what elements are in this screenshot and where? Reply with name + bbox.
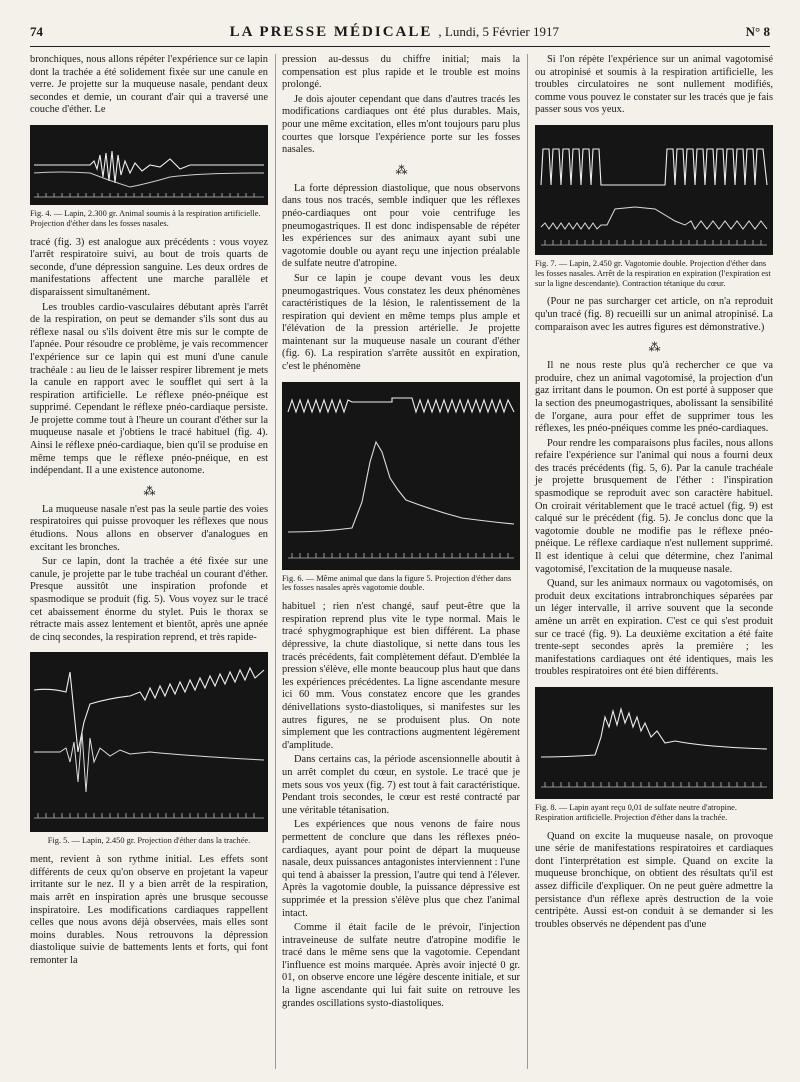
column-3	[535, 54, 773, 933]
figure-4-caption: Fig. 4. — Lapin, 2.300 gr. Animal soumis à la respiration artificielle. Projection d'éther dans les fosses nasales.	[30, 208, 261, 228]
column-2	[282, 54, 520, 1012]
figure-7-caption: Fig. 7. — Lapin, 2.450 gr. Vagotomie double. Projection d'éther dans les fosses nasales. Arrêt de la respiration en expiration (l'expiration est sur la ligne descendante). Contraction tétanique du cœur.	[535, 258, 771, 288]
figure-4	[30, 125, 268, 205]
paragraph: Si l'on répète l'expérience sur un animal vagotomisé ou atropinisé et soumis à la respiration artificielle, les troubles circulatoires ne sont nullement modifiés, comme vous pouvez le constater sur les tracés que je fais passer sous vos yeux.	[535, 54, 773, 116]
journal-name: LA PRESSE MÉDICALE	[229, 24, 433, 40]
figure-8-tracing	[535, 687, 773, 799]
column-divider	[527, 54, 528, 1069]
figure-5-caption: Fig. 5. — Lapin, 2.450 gr. Projection d'éther dans la trachée.	[47, 836, 251, 846]
column-1	[30, 54, 268, 970]
column-divider	[275, 54, 276, 1069]
page-number: 74	[30, 24, 43, 39]
figure-7-tracing	[535, 125, 773, 255]
section-break: ⁂	[395, 162, 407, 177]
paragraph: (Pour ne pas surcharger cet article, on n'a reproduit qu'un tracé (fig. 8) recueilli sur un animal atropinisé. La comparaison avec les autres figures est démonstrative.)	[535, 296, 773, 333]
paragraph: Comme il était facile de le prévoir, l'injection intraveineuse de sulfate neutre d'atropine modifie le tracé dans le même sens que la vagotomie. Cependant l'influence est moins marquée. Après avoir injecté 0 gr. 01, on observe encore une légère descente initiale, et sur la ligne ascendante qui lui fait suite on retrouve les grandes oscillations systo-diastoliques.	[282, 922, 520, 1009]
paragraph: Sur ce lapin, dont la trachée a été fixée sur une canule, je projette par le tube trachéal un courant d'éther. Presque aussitôt une inspiration profonde et spasmodique se produit (fig. 5). Vous voyez sur le tracé cet abaissement énorme du stylet. Puis le thorax se rétracte mais assez lentement et bientôt, après une apnée de cinq secondes, la respiration reprend, et très rapide-	[30, 556, 268, 643]
paragraph: Il ne nous reste plus qu'à rechercher ce que va produire, chez un animal vagotomisé, la projection d'un gaz irritant dans le poumon. On est porté à supposer que la section des pneumogastriques, abolissant la sensibilité de l'organe, aura pour effet de supprimer tous les réflexes, les pnéo-pnéiques comme les pnéo-cardiaques.	[535, 360, 773, 435]
paragraph: Les troubles cardio-vasculaires débutant après l'arrêt de la respiration, on peut se demander s'ils sont dus au réflexe nasal ou s'ils doivent être mis sur le compte de l'apnée. Pour résoudre ce problème, je vais recommencer l'expérience sur ce lapin qui est muni d'une canule trachéale : au lieu de le laisser respirer librement je mets la canule en rapport avec le soufflet qui sert à la respiration artificielle. Le réflexe pnéo-pnéique est supprimé. Cependant le réflexe pnéo-cardiaque persiste. Je projette comme tout à l'heure un courant d'éther sur la muqueuse nasale et j'obtiens le tracé habituel (fig. 4). Ainsi le réflexe pnéo-cardiaque, bien qu'il se produise en même temps que le réflexe pnéo-pnéique, en est indépendant. Il a une existence autonome.	[30, 301, 268, 477]
paragraph: Sur ce lapin je coupe devant vous les deux pneumogastriques. Vous constatez les deux phénomènes caractéristiques de la lésion, le ralentissement de la respiration qui devient en même temps plus ample et l'élévation de la pression artérielle. Je projette maintenant sur la muqueuse nasale un courant d'éther (fig. 6). La respiration s'arrête aussitôt en expiration, c'est le phénomène	[282, 272, 520, 373]
figure-6-caption: Fig. 6. — Même animal que dans la figure 5. Projection d'éther dans les fosses nasales après vagotomie double.	[282, 573, 512, 593]
paragraph: Quand, sur les animaux normaux ou vagotomisés, on produit deux excitations intrabronchiques séparées par un léger intervalle, il arrive souvent que la seconde amène un arrêt en expiration. C'est ce qui s'est produit sur ce tracé (fig. 9). La deuxième excitation a été faite trente-sept secondes après la première ; les manifestations cardiaques ont été identiques, mais les troubles respiratoires ont été bien différents.	[535, 578, 773, 678]
figure-5-tracing	[30, 652, 268, 832]
paragraph: Les expériences que nous venons de faire nous permettent de conclure que dans les réflexes pnéo-cardiaques, ayant pour point de départ la muqueuse nasale, deux puissances antagonistes interviennent : l'une qui tend à abaisser la pression, l'autre qui tend à l'élever. Après la vagotomie double, la puissance dépressive est supprimée et la pression s'élève plus que chez l'animal intact.	[282, 819, 520, 919]
figure-5	[30, 652, 268, 832]
figure-7	[535, 125, 773, 255]
issue-number: N° 8	[745, 24, 770, 39]
paragraph: bronchiques, nous allons répéter l'expérience sur ce lapin dont la trachée a été solidement fixée sur une canule en verre. Je projette sur la muqueuse nasale, pendant deux secondes et demie, un courant d'air qui a traversé une couche d'éther. Le	[30, 54, 268, 116]
paragraph: La forte dépression diastolique, que nous observons dans tous nos tracés, semble indiquer que les réflexes pnéo-cardiaques ont pour voie centrifuge les pneumogastriques. Il est donc indispensable de répéter les expériences sur des animaux ayant subi une vagotomie double ou ayant reçu une injection préalable de sulfate neutre d'atropine.	[282, 182, 520, 270]
paragraph: Pour rendre les comparaisons plus faciles, nous allons refaire l'expérience sur l'animal qui nous a fourni deux des tracés précédents (fig. 5, 6). Par la canule trachéale je projette brusquement de l'éther : l'inspiration spasmodique se reproduit avec son caractère habituel. On croirait véritablement que le tracé actuel (fig. 9) est calqué sur le précédent (fig. 5). Je conclus donc que la vagotomie double ne modifie pas le réflexe pnéo-pnéique. Le réflexe cardiaque n'est nullement supprimé. Il est identique à celui que détermine, chez l'animal vagotomisé, l'excitation de la muqueuse nasale.	[535, 437, 773, 575]
paragraph: tracé (fig. 3) est analogue aux précédents : vous voyez l'arrêt respiratoire suivi, au bout de trois quarts de seconde, d'une dépression sanguine. Les deux ordres de manifestations affectent une marche parallèle et disparaissent simultanément.	[30, 236, 268, 298]
figure-8	[535, 687, 773, 799]
figure-4-tracing	[30, 125, 268, 205]
issue-date: Lundi, 5 Février 1917	[444, 24, 559, 39]
section-break: ⁂	[648, 340, 660, 355]
journal-title: LA PRESSE MÉDICALE , Lundi, 5 Février 1917	[229, 24, 559, 40]
paragraph: pression au-dessus du chiffre initial; mais la compensation est plus rapide et le trouble est moins prolongé.	[282, 54, 520, 91]
paragraph: Quand on excite la muqueuse nasale, on provoque une série de manifestations respiratoires et cardiaques dont l'interprétation est simple. Quand on excite la muqueuse bronchique, on obtient des résultats qu'il est assez difficile d'expliquer. On ne peut guère admettre la persistance d'un réflexe après destruction de la voie centripète. Aussi est-on conduit à se demander si les troubles observés ne dépendent pas d'une	[535, 830, 773, 930]
figure-8-caption: Fig. 8. — Lapin ayant reçu 0,01 de sulfate neutre d'atropine. Respiration artificielle. Projection d'éther dans la trachée.	[535, 802, 737, 822]
paragraph: habituel ; rien n'est changé, sauf peut-être que la respiration reprend plus vite le type normal. Mais le tracé sphygmographique est bien différent. La phase dépressive, la chute diastolique, si nette dans tous les tracés précédents, fait complètement défaut. D'emblée la pression s'élève, elle monte beaucoup plus haut que dans les expériences précédentes. La ligne ascendante mesure ici 60 mm. Vous constatez encore que les grandes dénivellations systo-diastoliques, si manifestes sur les autres figures, ne se produisent plus. On note simplement que les contractions augmentent légèrement d'amplitude.	[282, 601, 520, 751]
paragraph: La muqueuse nasale n'est pas la seule partie des voies respiratoires qui puisse provoquer les réflexes que nous étudions. Nous allons en observer d'analogues en excitant les bronches.	[30, 503, 268, 553]
section-break: ⁂	[143, 483, 155, 498]
page-header	[30, 24, 770, 47]
paragraph: Je dois ajouter cependant que dans d'autres tracés les modifications cardiaques ont été plus durables. Mais, pour une même excitation, elles m'ont toujours paru plus courtes que lorsque l'expérience porte sur les fosses nasales.	[282, 93, 520, 156]
figure-6-tracing	[282, 382, 520, 570]
paragraph: ment, revient à son rythme initial. Les effets sont différents de ceux qu'on observe en projetant la vapeur irritante sur le nez. Il y a bien arrêt de la respiration, mais arrêt en inspiration après une brusque secousse inspiratoire. Les modifications cardiaques rappellent celles que nous avons déjà observées, mais elles sont moins durables. Nous retrouvons la dépression diastolique suivie de battements lents et forts, qui font remonter la	[30, 854, 268, 966]
figure-6	[282, 382, 520, 570]
paragraph: Dans certains cas, la période ascensionnelle aboutit à un arrêt complet du cœur, en systole. Le tracé que je mets sous vos yeux (fig. 7) est tout à fait caractéristique. Pendant trois secondes, le cœur est resté contracté par une véritable tétanisation.	[282, 754, 520, 816]
